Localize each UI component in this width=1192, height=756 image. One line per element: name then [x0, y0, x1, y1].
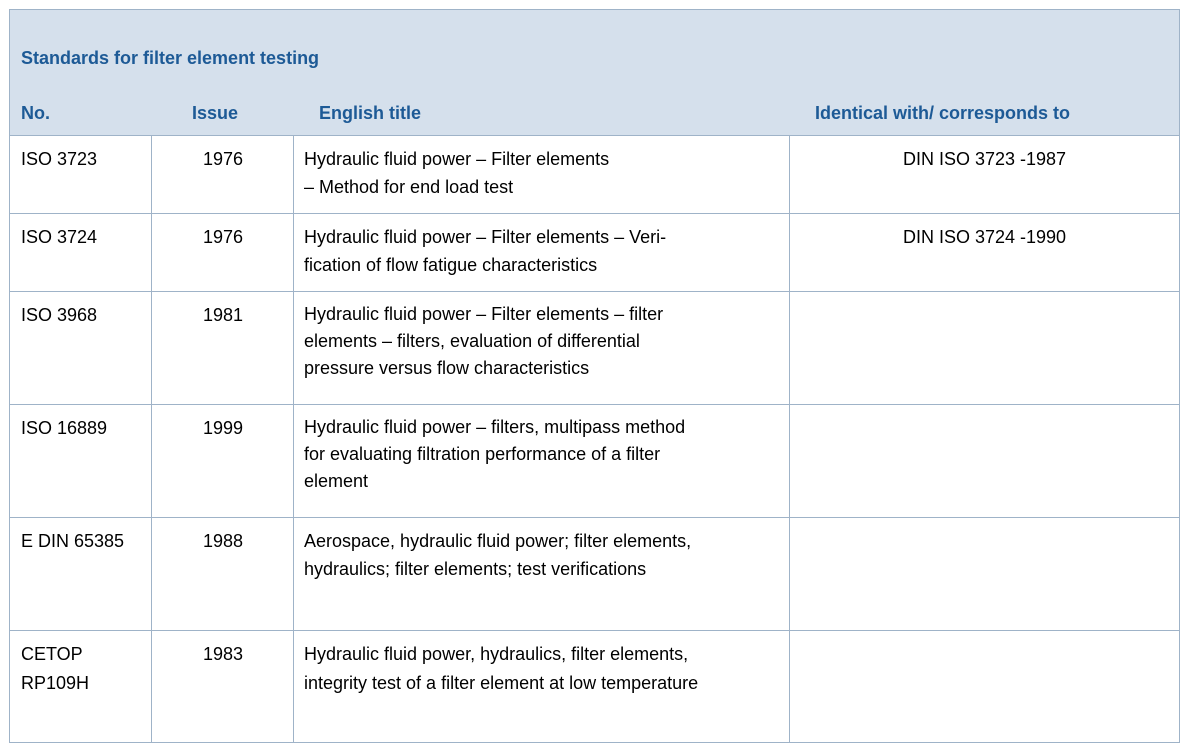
cell-identical: DIN ISO 3723 -1987 — [902, 149, 1067, 169]
table-row — [10, 631, 1179, 742]
cell-identical: DIN ISO 3724 -1990 — [902, 227, 1067, 247]
cell-issue: 1988 — [202, 531, 244, 551]
cell-issue: 1999 — [202, 418, 244, 438]
table-header-band — [10, 10, 1179, 136]
cell-issue: 1976 — [202, 149, 244, 169]
cell-english-title: Hydraulic fluid power – Filter elements – Method for end load test — [304, 149, 610, 197]
cell-issue: 1983 — [202, 644, 244, 664]
cell-english-title: Hydraulic fluid power, hydraulics, filter elements, integrity test of a filter element at low temperature — [304, 644, 699, 693]
cell-english-title: Hydraulic fluid power – filters, multipass method for evaluating filtration performance of a filter element — [304, 417, 686, 491]
table-row — [10, 136, 1179, 214]
cell-no: ISO 16889 — [21, 418, 108, 438]
column-header-english-title: English title — [319, 103, 422, 123]
cell-issue: 1976 — [202, 227, 244, 247]
cell-no: ISO 3968 — [21, 305, 98, 325]
cell-english-title: Hydraulic fluid power – Filter elements – filter elements – filters, evaluation of differential pressure versus flow characteristics — [304, 304, 664, 378]
cell-no: ISO 3723 — [21, 149, 98, 169]
cell-english-title: Hydraulic fluid power – Filter elements – Veri- fication of flow fatigue characteristics — [304, 227, 667, 275]
cell-no: CETOP RP109H — [21, 644, 90, 693]
cell-english-title: Aerospace, hydraulic fluid power; filter elements, hydraulics; filter elements; test verifications — [304, 531, 692, 579]
column-header-issue: Issue — [192, 103, 239, 123]
cell-no: E DIN 65385 — [21, 531, 125, 551]
table-row — [10, 518, 1179, 631]
cell-issue: 1981 — [202, 305, 244, 325]
cell-no: ISO 3724 — [21, 227, 98, 247]
table-row — [10, 292, 1179, 405]
table-row — [10, 405, 1179, 518]
table-row — [10, 214, 1179, 292]
column-header-no: No. — [21, 103, 50, 123]
column-header-identical: Identical with/ corresponds to — [815, 103, 1071, 123]
table-title: Standards for filter element testing — [21, 48, 320, 68]
standards-table — [9, 9, 1180, 743]
